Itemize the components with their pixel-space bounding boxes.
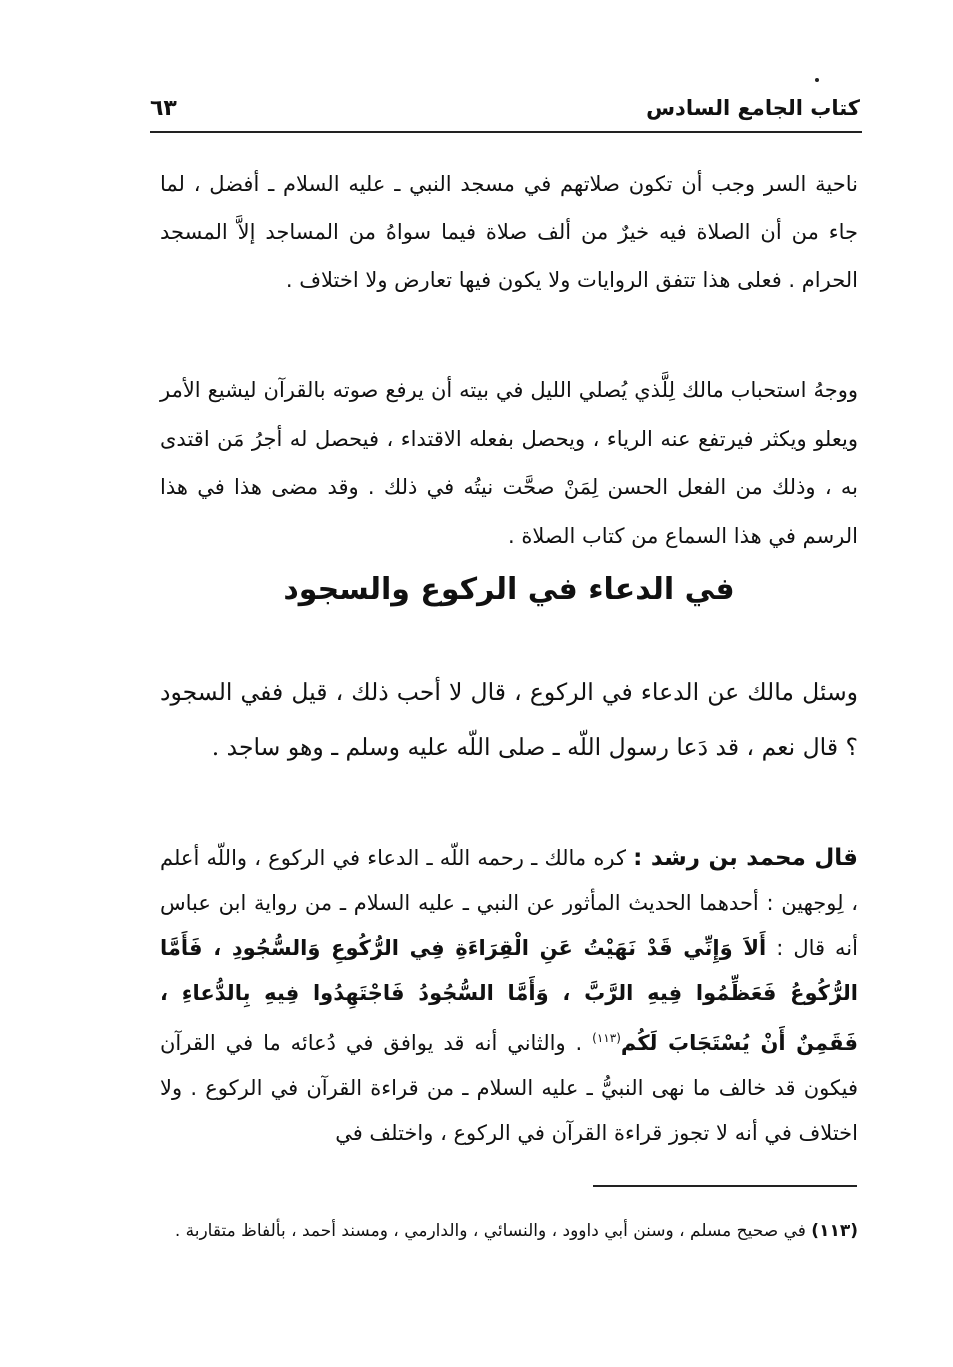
paragraph-2: ووجهُ استحباب مالك لِلَّذي يُصلي الليل في بيته أن يرفع صوته بالقرآن ليشيع الأمر ويعلو ويكثر فيرتفع عنه الرياء ، ويحصل بفعله الاقتداء ، فيحصل له أجرُ مَن اقتدى به ، وذلك من الفعل الحسن لِمَنْ صحَّت نيتُه في ذلك . وقد مضى هذا في هذا الرسم في هذا السماع من كتاب الصلاة . [160, 378, 858, 548]
hadith-quote: أَلاَ وَإِنِّي قَدْ نَهَيْتُ عَنِ الْقِرَاءَةِ فِي الرُّكُوعِ وَالسُّجُودِ ، فَأَمَّا الرُّكُوعُ فَعَظِّمُوا فِيهِ الرَّبَّ ، وَأَمَّا السُّجُودُ فَاجْتَهِدُوا فِيهِ بِالدُّعاءِ ، فَقَمِنٌ أَنْ يُسْتَجَابَ لَكُم [160, 936, 858, 1055]
paragraph-1: ناحية السر وجب أن تكون صلاتهم في مسجد النبي ـ عليه السلام ـ أفضل ، لما جاء من أن الصلاة فيه خيرٌ من ألف صلاة فيما سواهُ من المساجد إلاَّ المسجد الحرام . فعلى هذا تتفق الروايات ولا يكون فيها تعارض ولا اختلاف . [160, 172, 858, 292]
footnote [160, 1212, 858, 1250]
book-title: كتاب الجامع السادس [646, 96, 860, 120]
commentary-text-1: كره مالك ـ رحمه اللّه ـ الدعاء في الركوع ، واللّه أعلم ، لِوجهين : أحدهما الحديث المأثور عن النبي ـ عليه السلام ـ من رواية ابن عباس أنه قال : [160, 846, 858, 960]
section-heading: في الدعاء في الركوع والسجود [283, 572, 735, 607]
running-header [150, 90, 860, 130]
commentary-paragraph [160, 836, 858, 1156]
commentary-lead: قال محمد بن رشد : [633, 845, 858, 871]
footnote-number: (١١٣) [811, 1221, 858, 1241]
footnote-text: في صحيح مسلم ، وسنن أبي داوود ، والنسائي ، والدارمي ، ومسند أحمد ، بألفاظ متقاربة . [174, 1221, 812, 1241]
question-paragraph: وسئل مالك عن الدعاء في الركوع ، قال لا أحب ذلك ، قيل ففي السجود ؟ قال نعم ، قد دَعا رسول اللّه ـ صلى اللّه عليه وسلم ـ وهو ساجد . [160, 678, 858, 761]
ink-dot [815, 78, 819, 82]
commentary-text-2: . والثاني أنه قد يوافق في دُعائه ما في القرآن فيكون قد خالف ما نهى النبيُّ ـ عليه السلام ـ من قراءة القرآن في الركوع . ولا اختلاف في أنه لا تجوز قراءة القرآن في الركوع ، واختلف في [160, 1031, 858, 1145]
footnote-rule [593, 1185, 857, 1187]
footnote-reference[interactable]: (١١٣) [592, 1031, 621, 1045]
page-number: ٦٣ [150, 96, 177, 121]
header-rule [150, 131, 862, 133]
